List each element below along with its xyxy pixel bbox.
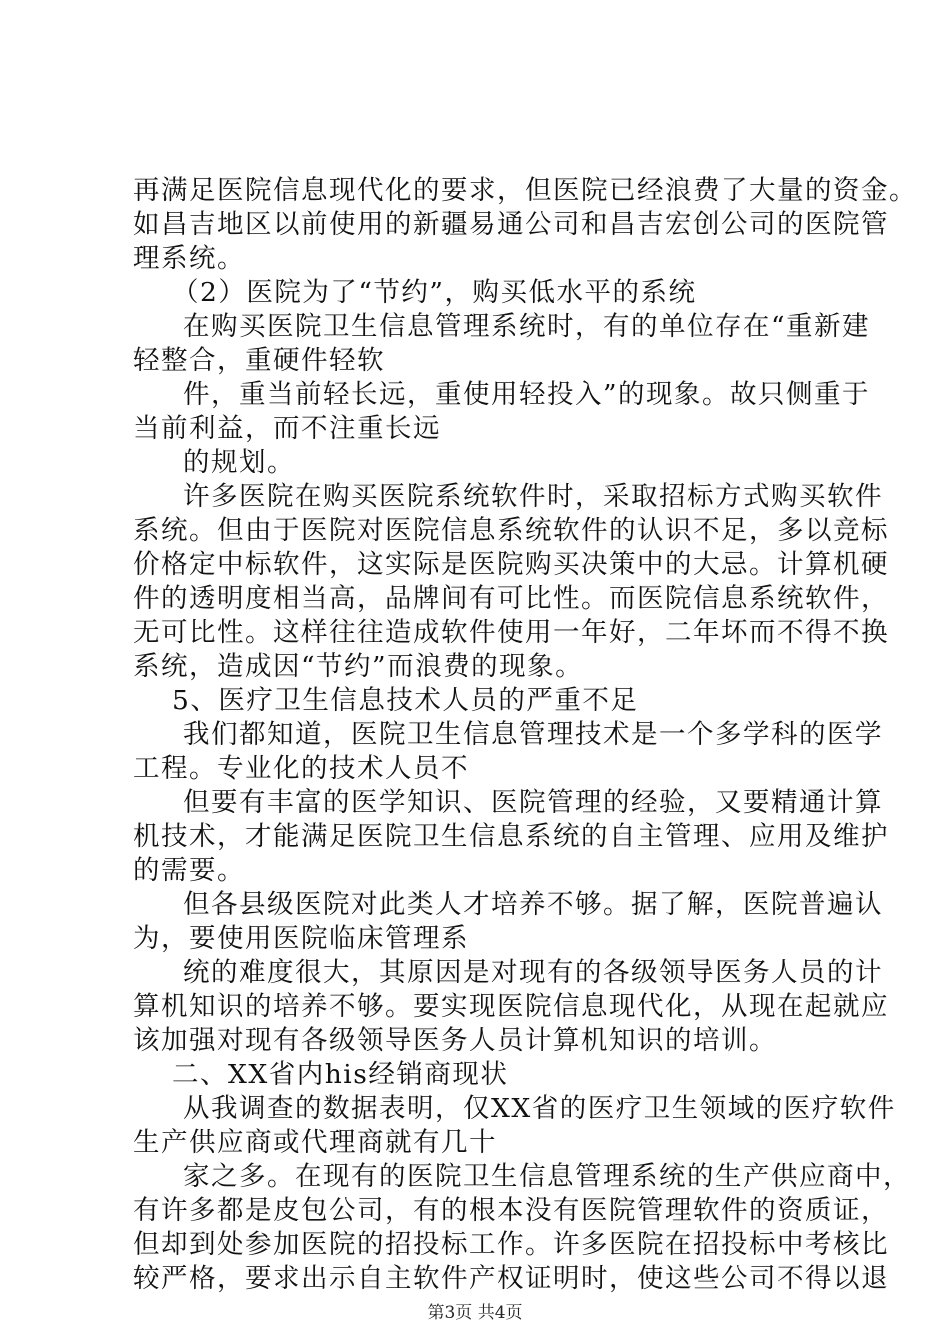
paragraph-line: 较严格，要求出示自主软件产权证明时，使这些公司不得以退 [133,1263,889,1294]
paragraph-line: 当前利益，而不注重长远 [133,413,441,444]
paragraph-line: 在购买医院卫生信息管理系统时，有的单位存在“重新建 [183,311,871,342]
paragraph-line: 但各县级医院对此类人才培养不够。据了解，医院普遍认 [183,889,883,920]
paragraph-line: 家之多。在现有的医院卫生信息管理系统的生产供应商中， [183,1161,911,1192]
paragraph-line: 件，重当前轻长远，重使用轻投入”的现象。故只侧重于 [183,379,871,410]
paragraph-line: 如昌吉地区以前使用的新疆易通公司和昌吉宏创公司的医院管 [133,209,889,240]
paragraph-line: 件的透明度相当高，品牌间有可比性。而医院信息系统软件， [133,583,889,614]
paragraph-line: 系统，造成因“节约”而浪费的现象。 [133,651,584,682]
paragraph-line: 但却到处参加医院的招投标工作。许多医院在招投标中考核比 [133,1229,889,1260]
paragraph-line: 理系统。 [133,243,245,274]
paragraph-line: 统的难度很大，其原因是对现有的各级领导医务人员的计 [183,957,883,988]
paragraph-line: 无可比性。这样往往造成软件使用一年好，二年坏而不得不换 [133,617,889,648]
paragraph-line: 生产供应商或代理商就有几十 [133,1127,497,1158]
section-heading: 二、XX省内his经销商现状 [172,1059,509,1090]
paragraph-line: 许多医院在购买医院系统软件时，采取招标方式购买软件 [183,481,883,512]
paragraph-line: 但要有丰富的医学知识、医院管理的经验，又要精通计算 [183,787,883,818]
paragraph-line: 为，要使用医院临床管理系 [133,923,469,954]
paragraph-line: 的需要。 [133,855,245,886]
paragraph-line: 有许多都是皮包公司，有的根本没有医院管理软件的资质证， [133,1195,889,1226]
paragraph-line: 价格定中标软件，这实际是医院购买决策中的大忌。计算机硬 [133,549,889,580]
section-heading: 5、医疗卫生信息技术人员的严重不足 [172,685,639,716]
paragraph-line: 再满足医院信息现代化的要求，但医院已经浪费了大量的资金。 [133,175,917,206]
paragraph-line: 从我调查的数据表明，仅XX省的医疗卫生领域的医疗软件 [183,1093,896,1124]
section-heading: （2）医院为了“节约”，购买低水平的系统 [172,277,697,308]
paragraph-line: 算机知识的培养不够。要实现医院信息现代化，从现在起就应 [133,991,889,1022]
paragraph-line: 我们都知道，医院卫生信息管理技术是一个多学科的医学 [183,719,883,750]
paragraph-line: 的规划。 [183,447,295,478]
paragraph-line: 系统。但由于医院对医院信息系统软件的认识不足，多以竞标 [133,515,889,546]
page-number-footer: 第3页 共4页 [427,1303,523,1323]
paragraph-line: 该加强对现有各级领导医务人员计算机知识的培训。 [133,1025,777,1056]
paragraph-line: 轻整合，重硬件轻软 [133,345,385,376]
paragraph-line: 机技术，才能满足医院卫生信息系统的自主管理、应用及维护 [133,821,889,852]
paragraph-line: 工程。专业化的技术人员不 [133,753,469,784]
